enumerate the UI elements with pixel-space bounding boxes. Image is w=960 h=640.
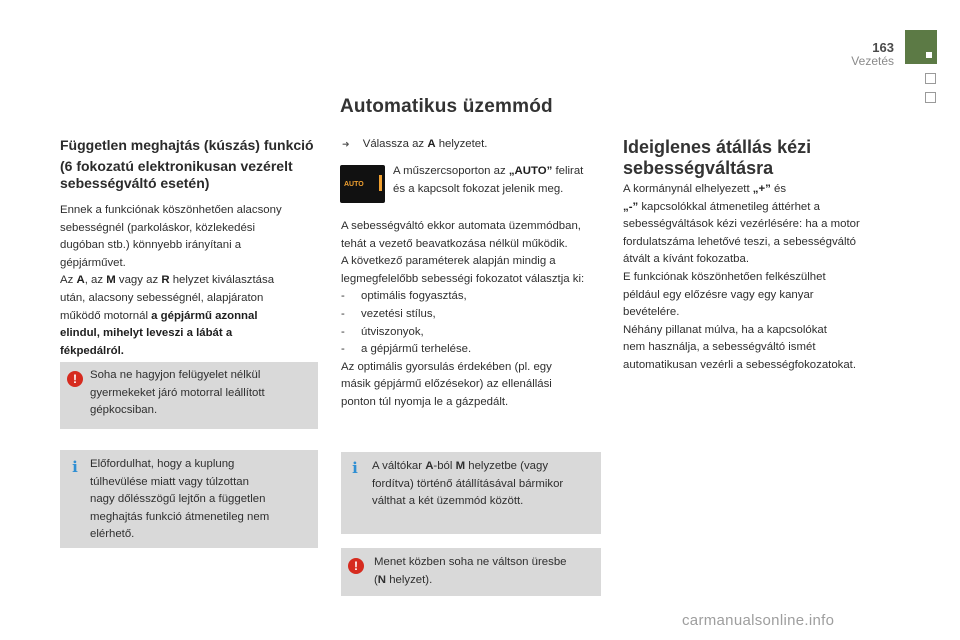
text-line: sebességnél (parkoláskor, közlekedési — [60, 221, 256, 234]
list-item — [341, 288, 609, 306]
text: A műszercsoporton az — [393, 165, 509, 177]
text: felirat — [552, 165, 584, 177]
text: ( — [374, 573, 378, 586]
list-item-text: optimális fogyasztás, — [361, 290, 467, 303]
mode-letter: A — [427, 138, 436, 150]
text: helyzet). — [386, 573, 433, 586]
list-item-text: vezetési stílus, — [361, 307, 436, 320]
text: helyzet kiválasztása — [169, 274, 275, 287]
warning-icon: ! — [348, 558, 364, 574]
text: helyzetbe (vagy — [465, 460, 549, 472]
bold-text: „-” — [623, 200, 639, 213]
text-line: elérhető. — [90, 528, 135, 541]
text-line: fordulatszáma lehetővé teszi, a sebességváltó — [623, 235, 857, 248]
info-text — [372, 458, 597, 511]
right-paragraph — [623, 181, 893, 375]
list-item-text: a gépjármű terhelése. — [361, 343, 472, 356]
text-line: és a kapcsolt fokozat jelenik meg. — [393, 182, 564, 195]
text-line: Ennek a funkciónak köszönhetően alacsony — [60, 204, 282, 216]
text-line: például egy előzésre vagy egy kanyar — [623, 288, 814, 301]
text-line — [374, 572, 596, 590]
text-line: másik gépjármű előzésekor) az ellenállási — [341, 378, 552, 391]
text-line: sebességváltások kézi vezérlésére: ha a motor — [623, 218, 860, 231]
text-line: után, alacsony sebességnél, alapjáraton — [60, 291, 264, 304]
instrument-display-image — [340, 165, 385, 203]
text-line — [372, 458, 597, 476]
mode-letter: M — [106, 274, 116, 287]
bold-text: elindul, mihelyt leveszi a lábát a — [60, 327, 233, 340]
text-line: E funkciónak köszönhetően felkészülhet — [623, 270, 826, 283]
text-line: Az optimális gyorsulás érdekében (pl. egy — [341, 360, 552, 373]
page-number: 163 — [872, 40, 894, 55]
text-line: válthat a két üzemmód között. — [372, 495, 524, 508]
text-line: Menet közben soha ne váltson üresbe — [374, 556, 567, 568]
list-dash: - — [341, 325, 345, 338]
text-line: nem használja, a sebességváltó ismét — [623, 341, 816, 354]
section-label: Vezetés — [851, 54, 894, 68]
bold-text: „+” — [752, 183, 771, 195]
mode-letter: M — [455, 460, 466, 472]
chapter-tab — [905, 30, 937, 64]
text-line: fordítva) történő átállításával bármikor — [372, 477, 564, 490]
mode-letter: R — [161, 274, 170, 287]
text: és — [770, 183, 787, 195]
text-line: meghajtás funkció átmenetileg nem — [90, 510, 270, 523]
list-dash: - — [341, 343, 345, 356]
list-item — [341, 306, 609, 324]
parameter-list — [341, 288, 609, 358]
text-line: Soha ne hagyjon felügyelet nélkül — [90, 369, 261, 381]
text-line — [60, 343, 322, 361]
bold-text: a gépjármű azonnal — [151, 309, 258, 322]
list-dash: - — [341, 290, 345, 303]
warning-box — [60, 362, 318, 429]
text-line: túlhevülése miatt vagy túlzottan — [90, 475, 249, 488]
warning-icon: ! — [67, 371, 83, 387]
list-dash: - — [341, 307, 345, 320]
list-item — [341, 324, 609, 342]
chapter-marker-empty-2 — [925, 92, 936, 103]
bold-text: fékpedálról. — [60, 344, 124, 357]
text: Az — [60, 274, 77, 287]
info-text — [90, 456, 312, 544]
text-line: A következő paraméterek alapján mindig a — [341, 255, 556, 268]
text-line — [393, 163, 608, 181]
step-instruction — [342, 136, 602, 154]
text-line: automatikusan vezérli a sebességfokozatokat. — [623, 358, 857, 371]
text: A kormánynál elhelyezett — [623, 183, 753, 195]
text-line — [623, 199, 893, 217]
text-line: A sebességváltó ekkor automata üzemmódban, — [341, 220, 581, 232]
text-line — [60, 272, 322, 290]
text: működő motornál — [60, 309, 152, 322]
chapter-marker-empty-1 — [925, 73, 936, 84]
warning-text — [90, 367, 312, 420]
text-line: Előfordulhat, hogy a kuplung — [90, 458, 235, 470]
text-line: legmegfelelőbb sebességi fokozatot választja ki: — [341, 272, 585, 285]
list-item-text: útviszonyok, — [361, 325, 424, 338]
text-line: bevételére. — [623, 306, 680, 319]
list-item — [341, 341, 609, 359]
text: -ból — [433, 460, 456, 472]
info-box — [60, 450, 318, 548]
warning-text — [374, 554, 596, 589]
text-line: ponton túl nyomja le a gázpedált. — [341, 395, 509, 408]
chapter-tab-marker — [926, 52, 932, 58]
text-line: gyermekeket járó motorral leállított — [90, 386, 265, 399]
gear-indicator-bar — [379, 175, 382, 191]
mode-letter: A — [76, 274, 85, 287]
middle-body — [341, 218, 609, 412]
mode-switch-info-box — [341, 452, 601, 534]
mode-letter: A — [425, 460, 434, 472]
text: Válassza az — [362, 138, 428, 150]
text-line: dugóban stb.) könnyebb irányítani a — [60, 239, 242, 252]
text-line: nagy dőlésszögű lejtőn a független — [90, 493, 266, 506]
text-line: átvált a kívánt fokozatba. — [623, 253, 750, 266]
watermark: carmanualsonline.info — [682, 612, 835, 629]
right-heading: Ideiglenes átállás kézi sebességváltásra — [623, 137, 812, 178]
bold-text: „AUTO” — [508, 165, 553, 177]
text-line — [60, 308, 322, 326]
auto-display-label: AUTO — [344, 181, 364, 188]
neutral-warning-box — [341, 548, 601, 596]
info-icon: i — [352, 459, 358, 477]
text-line: tehát a vezető beavatkozása nélkül működik. — [341, 237, 568, 250]
left-subheading: (6 fokozatú elektronikusan vezérelt sebességváltó esetén) — [60, 158, 293, 191]
text: , az — [84, 274, 107, 287]
display-description — [393, 163, 608, 198]
left-paragraph — [60, 202, 322, 360]
text: A váltókar — [372, 460, 426, 472]
info-icon: i — [72, 458, 78, 476]
left-heading: Független meghajtás (kúszás) funkció — [60, 137, 314, 153]
page-title: Automatikus üzemmód — [340, 96, 553, 117]
text-line — [60, 325, 322, 343]
mode-letter: N — [377, 573, 387, 586]
text-line: gépjárművet. — [60, 256, 126, 269]
arrow-icon: ➜ — [342, 139, 350, 149]
text-line: gépkocsiban. — [90, 404, 158, 417]
text-line — [623, 181, 893, 199]
text-line: Néhány pillanat múlva, ha a kapcsolókat — [623, 323, 827, 336]
text: kapcsolókkal átmenetileg áttérhet a — [638, 200, 820, 213]
text: helyzetet. — [435, 138, 488, 150]
text: vagy az — [115, 274, 162, 287]
